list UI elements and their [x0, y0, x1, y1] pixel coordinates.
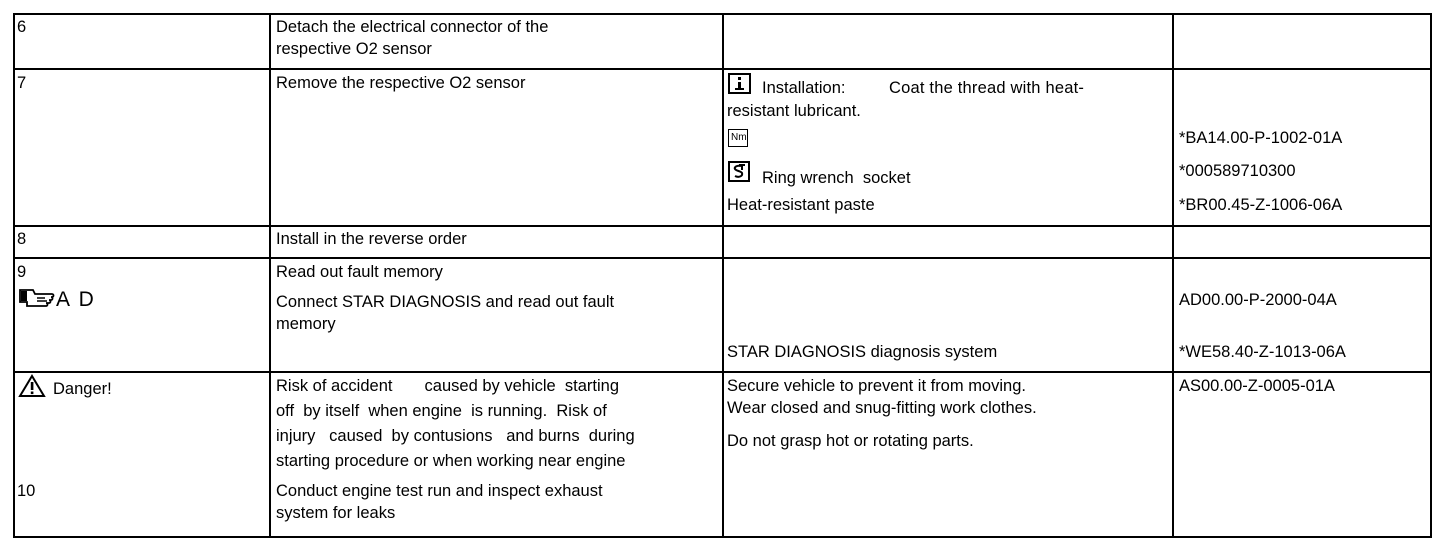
- step-number: 8: [17, 230, 27, 248]
- info-icon: [728, 73, 752, 95]
- column-divider: [1172, 13, 1174, 538]
- action-text: Install in the reverse order: [276, 230, 467, 248]
- action-text: Detach the electrical connector of the: [276, 18, 549, 36]
- equipment-reference: *WE58.40-Z-1013-06A: [1179, 343, 1346, 361]
- step-number: 7: [17, 74, 27, 92]
- torque-reference: *BA14.00-P-1002-01A: [1179, 129, 1343, 147]
- torque-icon-label: Nm: [731, 132, 747, 143]
- action-text: Read out fault memory: [276, 263, 443, 281]
- step-number: 6: [17, 18, 27, 36]
- installation-text: Coat the thread with heat-: [889, 79, 1085, 97]
- paste-reference: *BR00.45-Z-1006-06A: [1179, 196, 1343, 214]
- action-text: Remove the respective O2 sensor: [276, 74, 526, 92]
- ad-label: A D: [56, 288, 96, 311]
- step-number: 10: [17, 482, 36, 500]
- risk-text: off by itself when engine is running. Risk of: [276, 402, 607, 420]
- installation-label: Installation:: [762, 79, 846, 97]
- column-divider: [722, 13, 724, 538]
- risk-text: Risk of accident caused by vehicle starting: [276, 377, 619, 395]
- action-text: Conduct engine test run and inspect exhaust: [276, 482, 603, 500]
- risk-text: starting procedure or when working near engine: [276, 452, 626, 470]
- pointing-hand-icon: [18, 287, 56, 311]
- column-divider: [269, 13, 271, 538]
- action-text: Connect STAR DIAGNOSIS and read out fault: [276, 293, 615, 311]
- action-text: respective O2 sensor: [276, 40, 432, 58]
- warning-triangle-icon: [18, 374, 46, 398]
- equipment-name: STAR DIAGNOSIS diagnosis system: [727, 343, 998, 361]
- risk-text: injury caused by contusions and burns during: [276, 427, 635, 445]
- torque-icon: [728, 129, 748, 147]
- measure-text: Secure vehicle to prevent it from moving.: [727, 377, 1026, 395]
- measure-text: Do not grasp hot or rotating parts.: [727, 432, 974, 450]
- safety-reference: AS00.00-Z-0005-01A: [1179, 377, 1335, 395]
- paste-name: Heat-resistant paste: [727, 196, 875, 214]
- tool-name: Ring wrench socket: [762, 169, 911, 187]
- installation-text: resistant lubricant.: [727, 102, 861, 120]
- tool-reference: *000589710300: [1179, 162, 1296, 180]
- step-number: 9: [17, 263, 27, 281]
- tool-icon: [728, 161, 751, 183]
- table-border-left: [13, 13, 15, 538]
- danger-label: Danger!: [53, 380, 112, 398]
- action-text: system for leaks: [276, 504, 396, 522]
- action-text: memory: [276, 315, 336, 333]
- table-border-right: [1430, 13, 1432, 538]
- diagnosis-reference: AD00.00-P-2000-04A: [1179, 291, 1337, 309]
- measure-text: Wear closed and snug-fitting work clothes.: [727, 399, 1037, 417]
